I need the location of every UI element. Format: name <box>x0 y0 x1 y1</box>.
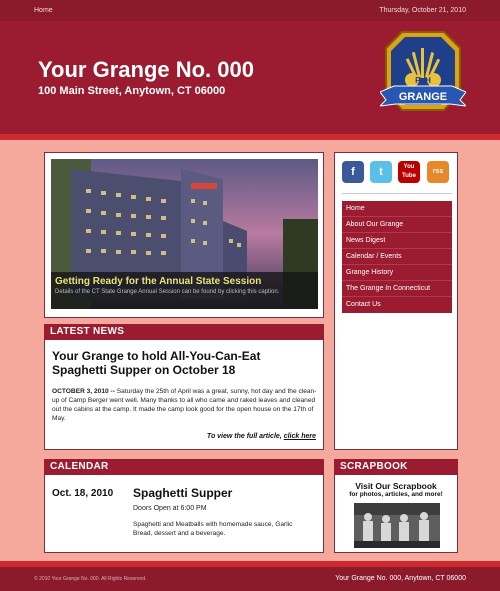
current-date: Thursday, October 21, 2010 <box>379 7 466 14</box>
top-bar <box>0 0 500 21</box>
menu-item-news-digest[interactable]: News Digest <box>342 233 452 249</box>
latest-news-heading: LATEST NEWS <box>44 324 324 340</box>
feature-panel <box>44 152 324 318</box>
scrapbook-link-title[interactable]: Visit Our Scrapbook <box>355 481 437 491</box>
logo-word: GRANGE <box>398 91 448 103</box>
main-menu <box>342 201 452 313</box>
feature-caption-subtitle: Details of the CT State Grange Annual Session can be found by clicking this caption. <box>55 289 280 295</box>
site-footer <box>0 567 500 591</box>
scrapbook-photo[interactable] <box>354 503 440 548</box>
top-home-link[interactable]: Home <box>34 7 53 14</box>
latest-news-panel <box>44 324 324 450</box>
calendar-panel <box>44 459 324 553</box>
news-dateline: OCTOBER 3, 2010 -- <box>52 388 115 395</box>
rss-icon[interactable]: rss <box>427 161 449 183</box>
header-stripe <box>0 134 500 140</box>
menu-item-contact[interactable]: Contact Us <box>346 301 381 308</box>
calendar-heading: CALENDAR <box>44 459 324 475</box>
feature-caption[interactable] <box>51 272 318 309</box>
news-read-more-prefix: To view the full article, <box>206 433 282 440</box>
event-description: Spaghetti and Meatballs with homemade sauce, Garlic Bread, dessert and a beverage. <box>133 521 293 537</box>
vintage-photo <box>354 503 440 548</box>
copyright: © 2010 Your Grange No. 000. All Rights Reserved. <box>34 576 147 582</box>
event-time: Doors Open at 6:00 PM <box>133 505 207 512</box>
feature-caption-title: Getting Ready for the Annual State Session <box>55 276 262 287</box>
facebook-icon[interactable]: f <box>342 161 364 183</box>
event-date: Oct. 18, 2010 <box>52 488 114 499</box>
menu-item-connecticut[interactable]: The Grange In Connecticut <box>342 281 452 297</box>
footer-address: Your Grange No. 000, Anytown, CT 06000 <box>335 575 466 582</box>
scrapbook-subtitle: for photos, articles, and more! <box>349 491 443 498</box>
site-title[interactable]: Your Grange No. 000 <box>38 57 254 82</box>
youtube-icon[interactable]: You Tube <box>398 161 420 183</box>
grange-logo[interactable] <box>380 30 466 120</box>
news-read-more <box>207 433 316 440</box>
scrapbook-heading: SCRAPBOOK <box>334 459 458 475</box>
news-body <box>52 387 317 423</box>
menu-item-home[interactable]: Home <box>342 201 452 217</box>
news-body-text: Saturday the 25th of April was a great, sunny, hot day and the clean-up of Camp Berger went well. Many thanks to all who came and raked leaves and cleaned out the cabins at the camp. It made the camp look good for the open house on the 17th of May. <box>52 388 317 422</box>
sidebar-divider <box>342 193 452 194</box>
logo-initials: P+H <box>415 76 431 85</box>
menu-item-calendar[interactable]: Calendar / Events <box>342 249 452 265</box>
site-address: 100 Main Street, Anytown, CT 06000 <box>38 85 226 97</box>
menu-item-history[interactable]: Grange History <box>342 265 452 281</box>
news-headline: Your Grange to hold All-You-Can-Eat Spaghetti Supper on October 18 <box>52 349 261 377</box>
feature-photo[interactable] <box>51 159 318 309</box>
menu-item-about[interactable]: About Our Grange <box>342 217 452 233</box>
sidebar <box>334 152 458 450</box>
scrapbook-panel <box>334 459 458 553</box>
news-read-more-link[interactable]: click here <box>283 433 316 440</box>
twitter-icon[interactable]: t <box>370 161 392 183</box>
event-title: Spaghetti Supper <box>133 486 233 500</box>
